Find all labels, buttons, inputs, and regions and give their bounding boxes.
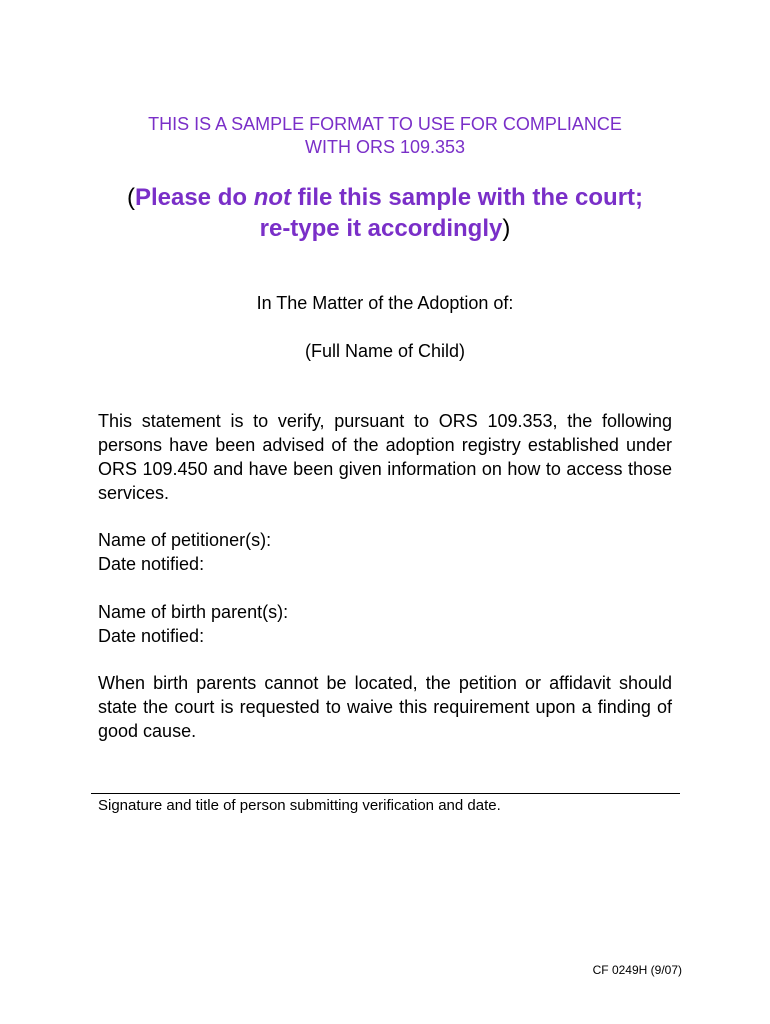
notice-line-1: THIS IS A SAMPLE FORMAT TO USE FOR COMPLIANCE — [148, 114, 622, 134]
warning-close-paren: ) — [502, 215, 511, 242]
warning-text-line-2: re-type it accordingly — [259, 215, 503, 242]
warning-text-part-2: file this sample with the court; — [291, 184, 644, 211]
warning-emphasis: not — [253, 184, 291, 211]
signature-caption: Signature and title of person submitting verification and date. — [98, 797, 501, 814]
form-code: CF 0249H (9/07) — [592, 963, 682, 977]
verification-statement: This statement is to verify, pursuant to ORS 109.353, the following persons have been advised of the adoption registry established under ORS 109.450 and have been given information on how to access those services. — [98, 411, 672, 503]
petitioner-name-label: Name of petitioner(s): — [98, 530, 272, 550]
petitioner-date-label: Date notified: — [98, 554, 205, 574]
petitioner-block — [98, 528, 672, 576]
child-name-placeholder: (Full Name of Child) — [304, 341, 466, 361]
sample-format-notice — [0, 113, 770, 159]
warning-open-paren: ( — [126, 184, 135, 211]
do-not-file-warning — [0, 182, 770, 244]
matter-heading: In The Matter of the Adoption of: — [256, 293, 514, 313]
birth-parent-name-label: Name of birth parent(s): — [98, 602, 289, 622]
warning-text-part-1: Please do — [134, 184, 254, 211]
notice-line-2: WITH ORS 109.353 — [304, 137, 466, 157]
signature-line — [91, 793, 680, 794]
birth-parent-block — [98, 600, 672, 648]
birth-parent-date-label: Date notified: — [98, 626, 205, 646]
waiver-paragraph: When birth parents cannot be located, the petition or affidavit should state the court is requested to waive this requirement upon a finding of good cause. — [98, 673, 672, 741]
